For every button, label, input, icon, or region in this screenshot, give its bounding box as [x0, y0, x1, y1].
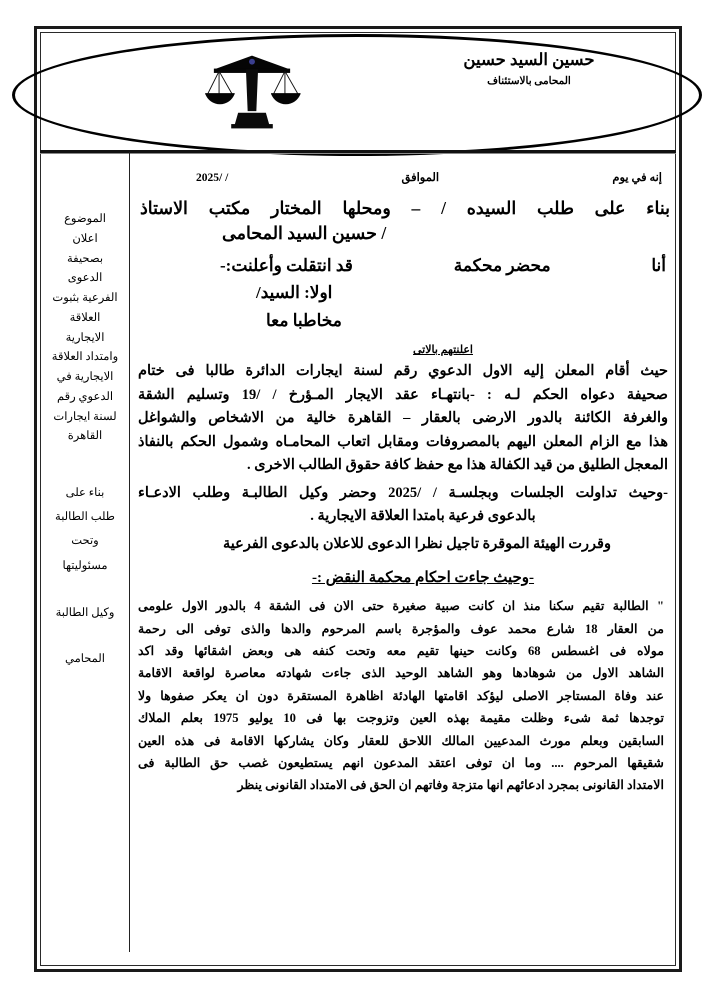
quote-line: الشاهد الاول من شوهادها وهو الشاهد الوحيد الذى جاءت شهادته معاصرة لواقعة الاقامة — [138, 666, 664, 681]
paragraph-sessions — [136, 482, 670, 529]
paragraph-line: والغرفة الكائنة بالدور الارضى بالعقار – القاهرة خالية من الاشخاص والشواغل — [138, 410, 668, 427]
sidebar-subject-line: وامتداد العلاقة — [51, 351, 119, 364]
date-middle: الموافق — [401, 172, 440, 184]
paragraph-adjournment — [136, 533, 670, 556]
sidebar-agent-label: وكيل الطالبة — [55, 606, 115, 619]
paragraph-line: صحيفة دعواه الحكم لـه : -بانتهـاء عقد الايجار المـؤرخ / /19 وتسليم الشقة — [138, 386, 668, 403]
sidebar-request-line: وتحت — [71, 535, 99, 548]
quote-line: عند وفاة المستاجر الاصلى ليؤكد اقامتها الهادئة اظاهرة المستقرة دون ان يعكر صفوها ولا — [138, 688, 664, 703]
quote-line: شقيقها المرحوم .... وما ان توفى اعتقد المدعون انهم يستطيعون غصب حق الطالبة فى — [138, 755, 664, 770]
cassation-quote — [136, 595, 670, 797]
sidebar-subject-line: الدعوي رقم — [56, 390, 114, 403]
sidebar-subject-line: العلاقة — [69, 311, 101, 324]
firm-role: المحامى بالاستئناف — [487, 75, 571, 87]
quote-line: " الطالبة تقيم سكنا منذ ان كانت صبية صغيرة حتى الان فى الشقة 4 بالدور الاول علومى — [138, 599, 664, 614]
heading-first-party: اولا: السيد/ — [256, 283, 333, 303]
date-prefix: إنه في يوم — [612, 172, 662, 184]
sidebar-subject-line: الفرعية بثبوت — [52, 292, 118, 305]
announcement-heading: اعلنتهم بالاتى — [413, 344, 473, 357]
firm-identity-block — [414, 50, 644, 87]
sidebar-spacer — [42, 447, 128, 481]
main-body — [136, 152, 670, 797]
sidebar-subject-line: لسنة ايجارات — [53, 410, 117, 423]
paragraph-line: وقررت الهيئة الموقرة تاجيل نظرا الدعوى للاعلان بالدعوى الفرعية — [223, 535, 611, 552]
document-content — [40, 152, 676, 966]
date-line — [136, 152, 670, 184]
heading-lawyer-line: / حسين السيد المحامى — [222, 223, 387, 244]
sidebar-subject-line: الدعوى — [67, 272, 103, 285]
bailiff-pronoun: أنا — [651, 255, 666, 275]
paragraph-line: بالدعوى فرعية بامتدا العلاقة الايجارية . — [310, 508, 536, 525]
sidebar-lawyer-label: المحامي — [64, 652, 106, 665]
column-divider — [129, 152, 130, 952]
sidebar-subject-line: بصحيفة — [66, 252, 104, 265]
sidebar-subject-line: القاهرة — [67, 430, 103, 443]
paragraph-line: هذا مع الزام المعلن اليهم بالمصروفات ومقابل اتعاب المحامـاه وشمول الحكم بالنفاذ — [138, 433, 668, 450]
cassation-heading: -وحيث جاءت احكام محكمة النقض :- — [311, 570, 535, 587]
subject-sidebar — [42, 210, 128, 669]
sidebar-spacer — [42, 624, 128, 650]
quote-line: من العقار 18 شارع محمد عوف والمؤجرة باسم المرحوم والدها والذى توفى الى رحمة — [138, 621, 664, 636]
sidebar-subject-line: الايجارية في — [56, 371, 114, 384]
paragraph-line: -وحيث تداولت الجلسات وبجلسـة / /2025 وحضر وكيل الطالبـة وطلب الادعـاء — [138, 484, 668, 501]
paragraph-line: المعجل الطليق من قيد الكفالة هذا مع حفظ كافة حقوق الطالب الاخرى . — [247, 457, 668, 474]
sidebar-request-line: طلب الطالبة — [55, 511, 115, 524]
paragraph-line: حيث أقام المعلن إليه الاول الدعوي رقم لسنة ايجارات الدائرة طالبا فى ختام — [138, 363, 668, 380]
sidebar-request-line: بناء على — [65, 487, 105, 500]
sidebar-subject-label: الموضوع — [64, 213, 106, 225]
paragraph-claim — [136, 360, 670, 477]
quote-line: مولاه فى اغسطس 68 وكانت حينها تقيم معه وتحت كنفه هى وبعض اشقائها وقد اكد — [138, 643, 664, 658]
sidebar-subject-line: الايجارية — [65, 331, 105, 344]
heading-bailiff-line — [136, 253, 670, 279]
quote-line: السابقين وبعلم مورث المدعيين المالك اللاحق للعقار وكان يشاركها الاقامة فى هذه العين — [138, 733, 664, 748]
scales-of-justice-icon — [200, 40, 304, 144]
firm-name: حسين السيد حسين — [463, 50, 595, 69]
sidebar-request-line: مسئوليتها — [62, 559, 108, 572]
sidebar-spacer — [42, 578, 128, 604]
date-value: / /2025 — [196, 172, 229, 184]
heading-applicant-line: بناء على طلب السيده / – ومحلها المختار مكتب الاستاذ — [140, 198, 670, 218]
sidebar-request-block — [42, 481, 128, 578]
quote-line: توجدها ثمة شىء وظلت مقيمة بهذه العين وتزوجت بها فى 10 يوليو 1975 بعلم الملاك — [138, 711, 664, 726]
quote-line: الامتداد القانونى بمجرد ادعائهم انها متزجة وفاتهم ان الحق فى الامتداد القانونى ينظر — [237, 778, 664, 793]
heading-addressed-jointly: مخاطبا معا — [266, 310, 342, 330]
letterhead — [40, 32, 676, 152]
bailiff-action: قد انتقلت وأعلنت:- — [220, 255, 353, 275]
sidebar-subject-line: اعلان — [72, 232, 98, 245]
bailiff-title: محضر محكمة — [453, 255, 551, 275]
